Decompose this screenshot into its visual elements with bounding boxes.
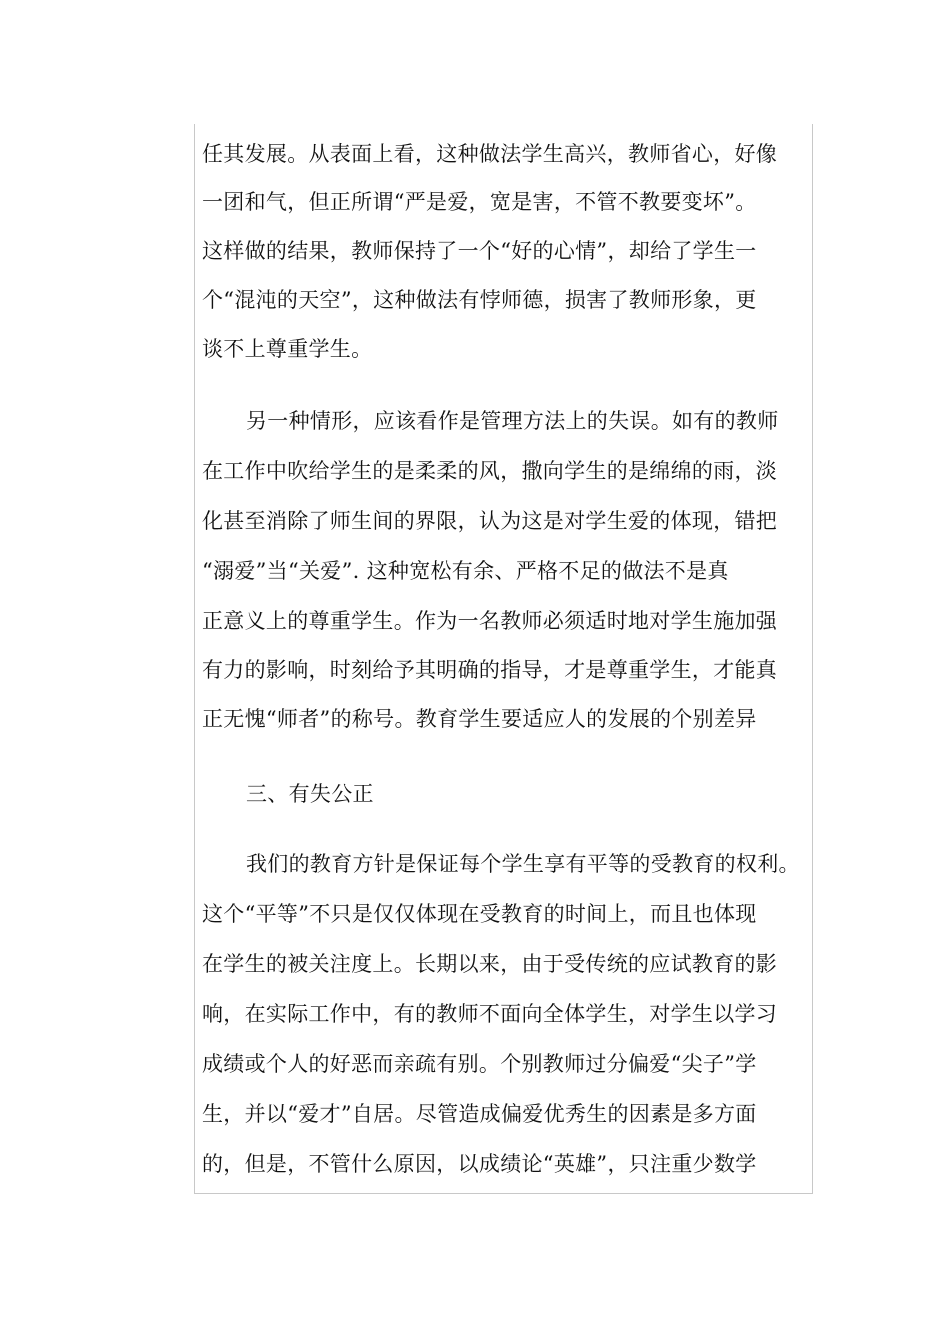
paragraph-3-line-7: 的，但是，不管什么原因，以成绩论“英雄”，只注重少数学	[202, 1152, 757, 1176]
paragraph-2-line-2: 在工作中吹给学生的是柔柔的风，撒向学生的是绵绵的雨，淡	[202, 459, 778, 483]
paragraph-2-line-1: 另一种情形，应该看作是管理方法上的失误。如有的教师	[246, 409, 779, 433]
paragraph-1-line-4: 个“混沌的天空”，这种做法有悖师德，损害了教师形象，更	[202, 288, 757, 312]
paragraph-2-line-3: 化甚至消除了师生间的界限，认为这是对学生爱的体现，错把	[202, 509, 778, 533]
paragraph-3-line-6: 生，并以“爱才”自居。尽管造成偏爱优秀生的因素是多方面	[202, 1102, 757, 1126]
paragraph-3-line-4: 响，在实际工作中，有的教师不面向全体学生，对学生以学习	[202, 1002, 778, 1026]
paragraph-1-line-5: 谈不上尊重学生。	[202, 337, 373, 361]
paragraph-2-line-6: 有力的影响，时刻给予其明确的指导，才是尊重学生，才能真	[202, 658, 778, 682]
paragraph-3-line-2: 这个“平等”不只是仅仅体现在受教育的时间上，而且也体现	[202, 902, 757, 926]
paragraph-2-line-5: 正意义上的尊重学生。作为一名教师必须适时地对学生施加强	[202, 609, 778, 633]
paragraph-1-line-2: 一团和气，但正所谓“严是爱，宽是害，不管不教要变坏”。	[202, 190, 757, 214]
paragraph-3-line-1: 我们的教育方针是保证每个学生享有平等的受教育的权利。	[246, 852, 800, 876]
paragraph-1-line-1: 任其发展。从表面上看，这种做法学生高兴，教师省心，好像	[202, 142, 778, 166]
paragraph-2-line-4: “溺爱”当“关爱”. 这种宽松有余、严格不足的做法不是真	[202, 559, 729, 583]
paragraph-3-line-3: 在学生的被关注度上。长期以来，由于受传统的应试教育的影	[202, 952, 778, 976]
paragraph-1-line-3: 这样做的结果，教师保持了一个“好的心情”，却给了学生一	[202, 239, 757, 263]
section-heading: 三、有失公正	[246, 782, 374, 806]
paragraph-2-line-7: 正无愧“师者”的称号。教育学生要适应人的发展的个别差异	[202, 707, 757, 731]
paragraph-3-line-5: 成绩或个人的好恶而亲疏有别。个别教师过分偏爱“尖子”学	[202, 1052, 757, 1076]
